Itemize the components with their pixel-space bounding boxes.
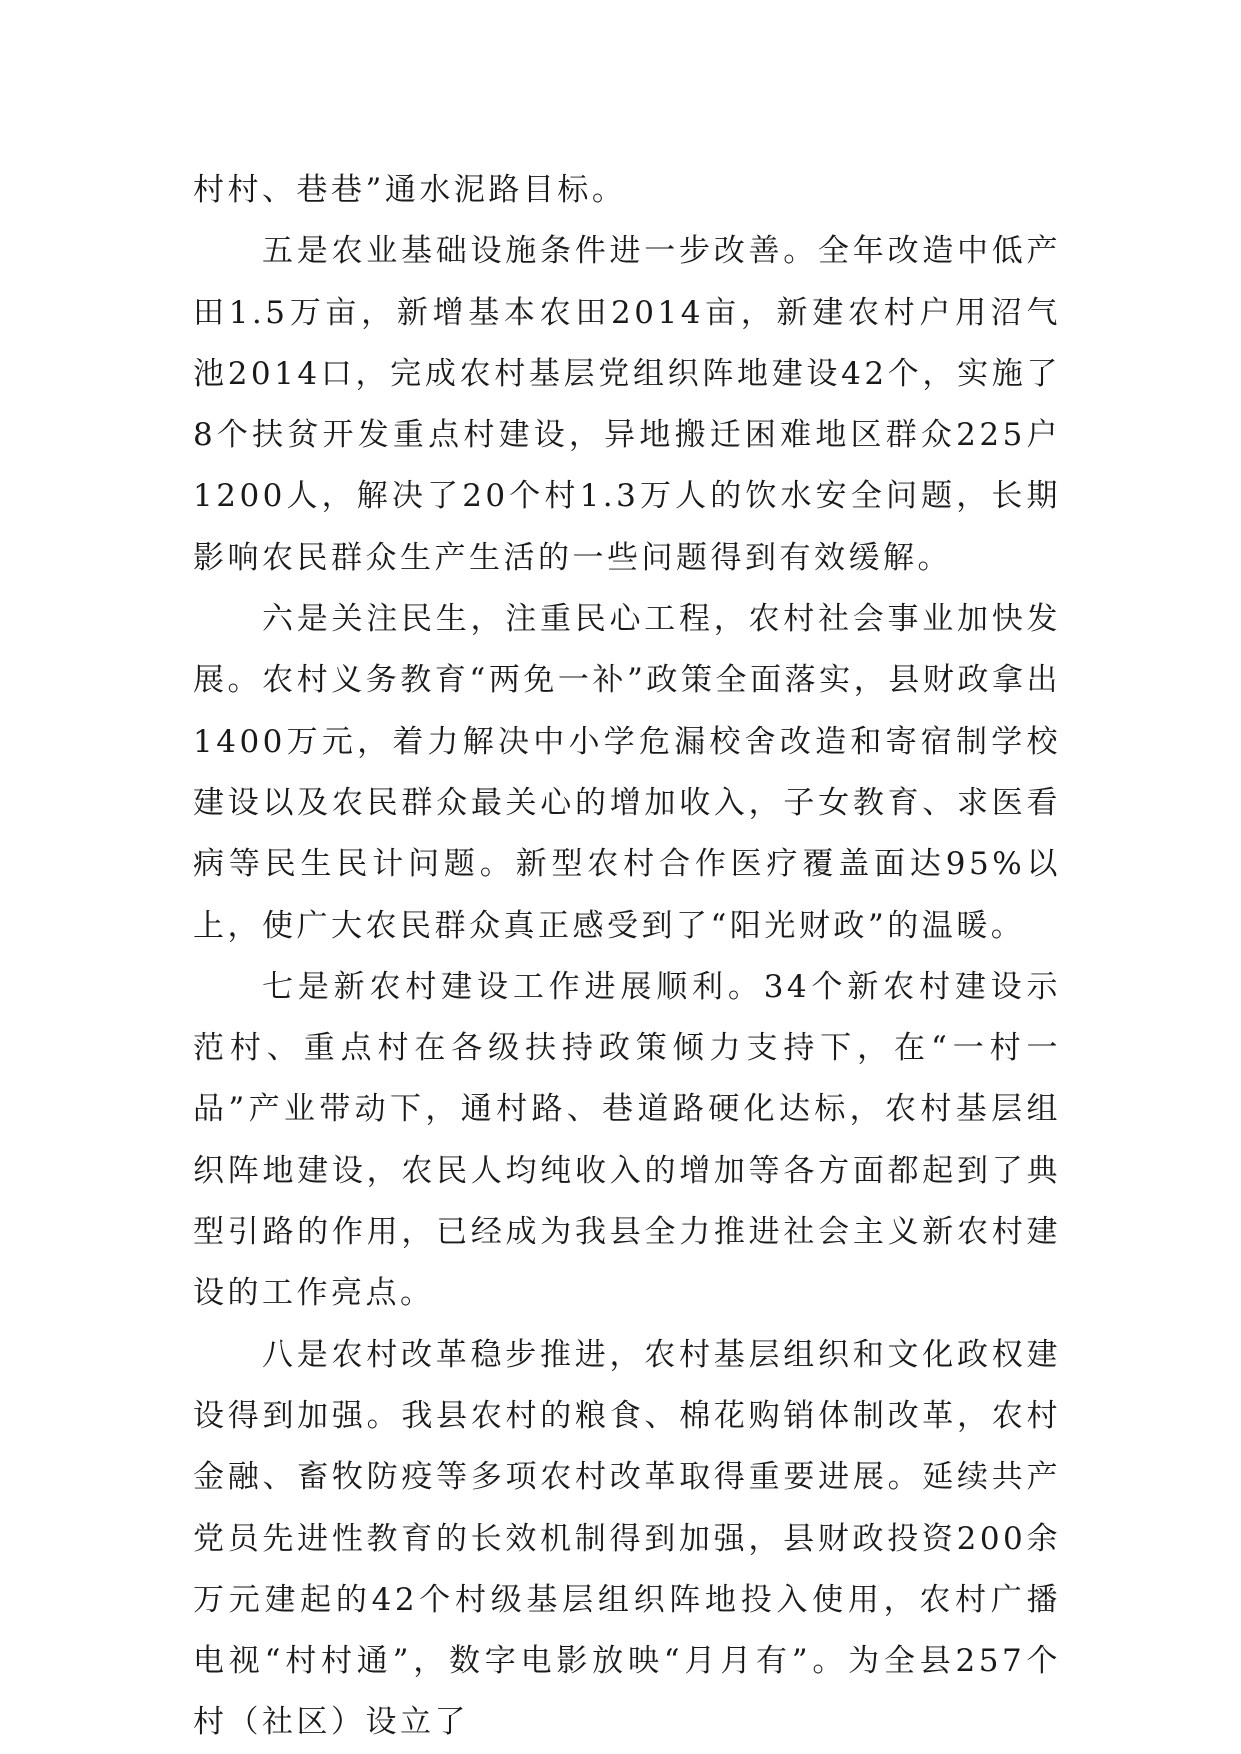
- paragraph-livelihood: 六是关注民生，注重民心工程，农村社会事业加快发展。农村义务教育“两免一补”政策全面落实，县财政拿出1400万元，着力解决中小学危漏校舍改造和寄宿制学校建设以及农民群众最关心的增加收入，子女教育、求医看病等民生民计问题。新型农村合作医疗覆盖面达95%以上，使广大农民群众真正感受到了“阳光财政”的温暖。: [193, 601, 1061, 944]
- paragraph-rural-reform: 八是农村改革稳步推进，农村基层组织和文化政权建设得到加强。我县农村的粮食、棉花购销体制改革，农村金融、畜牧防疫等多项农村改革取得重要进展。延续共产党员先进性教育的长效机制得到加强，县财政投资200余万元建起的42个村级基层组织阵地投入使用，农村广播电视“村村通”，数字电影放映“月月有”。为全县257个村（社区）设立了: [193, 1336, 1061, 1741]
- paragraph-continuation: 村村、巷巷”通水泥路目标。: [193, 172, 627, 208]
- paragraph-agricultural-infrastructure: 五是农业基础设施条件进一步改善。全年改造中低产田1.5万亩，新增基本农田2014亩，新建农村户用沼气池2014口，完成农村基层党组织阵地建设42个，实施了8个扶贫开发重点村建设，异地搬迁困难地区群众225户1200人，解决了20个村1.3万人的饮水安全问题，长期影响农民群众生产生活的一些问题得到有效缓解。: [193, 233, 1061, 576]
- document-body: [193, 160, 1061, 1754]
- paragraph-new-countryside: 七是新农村建设工作进展顺利。34个新农村建设示范村、重点村在各级扶持政策倾力支持下，在“一村一品”产业带动下，通村路、巷道路硬化达标，农村基层组织阵地建设，农民人均纯收入的增加等各方面都起到了典型引路的作用，已经成为我县全力推进社会主义新农村建设的工作亮点。: [193, 968, 1061, 1312]
